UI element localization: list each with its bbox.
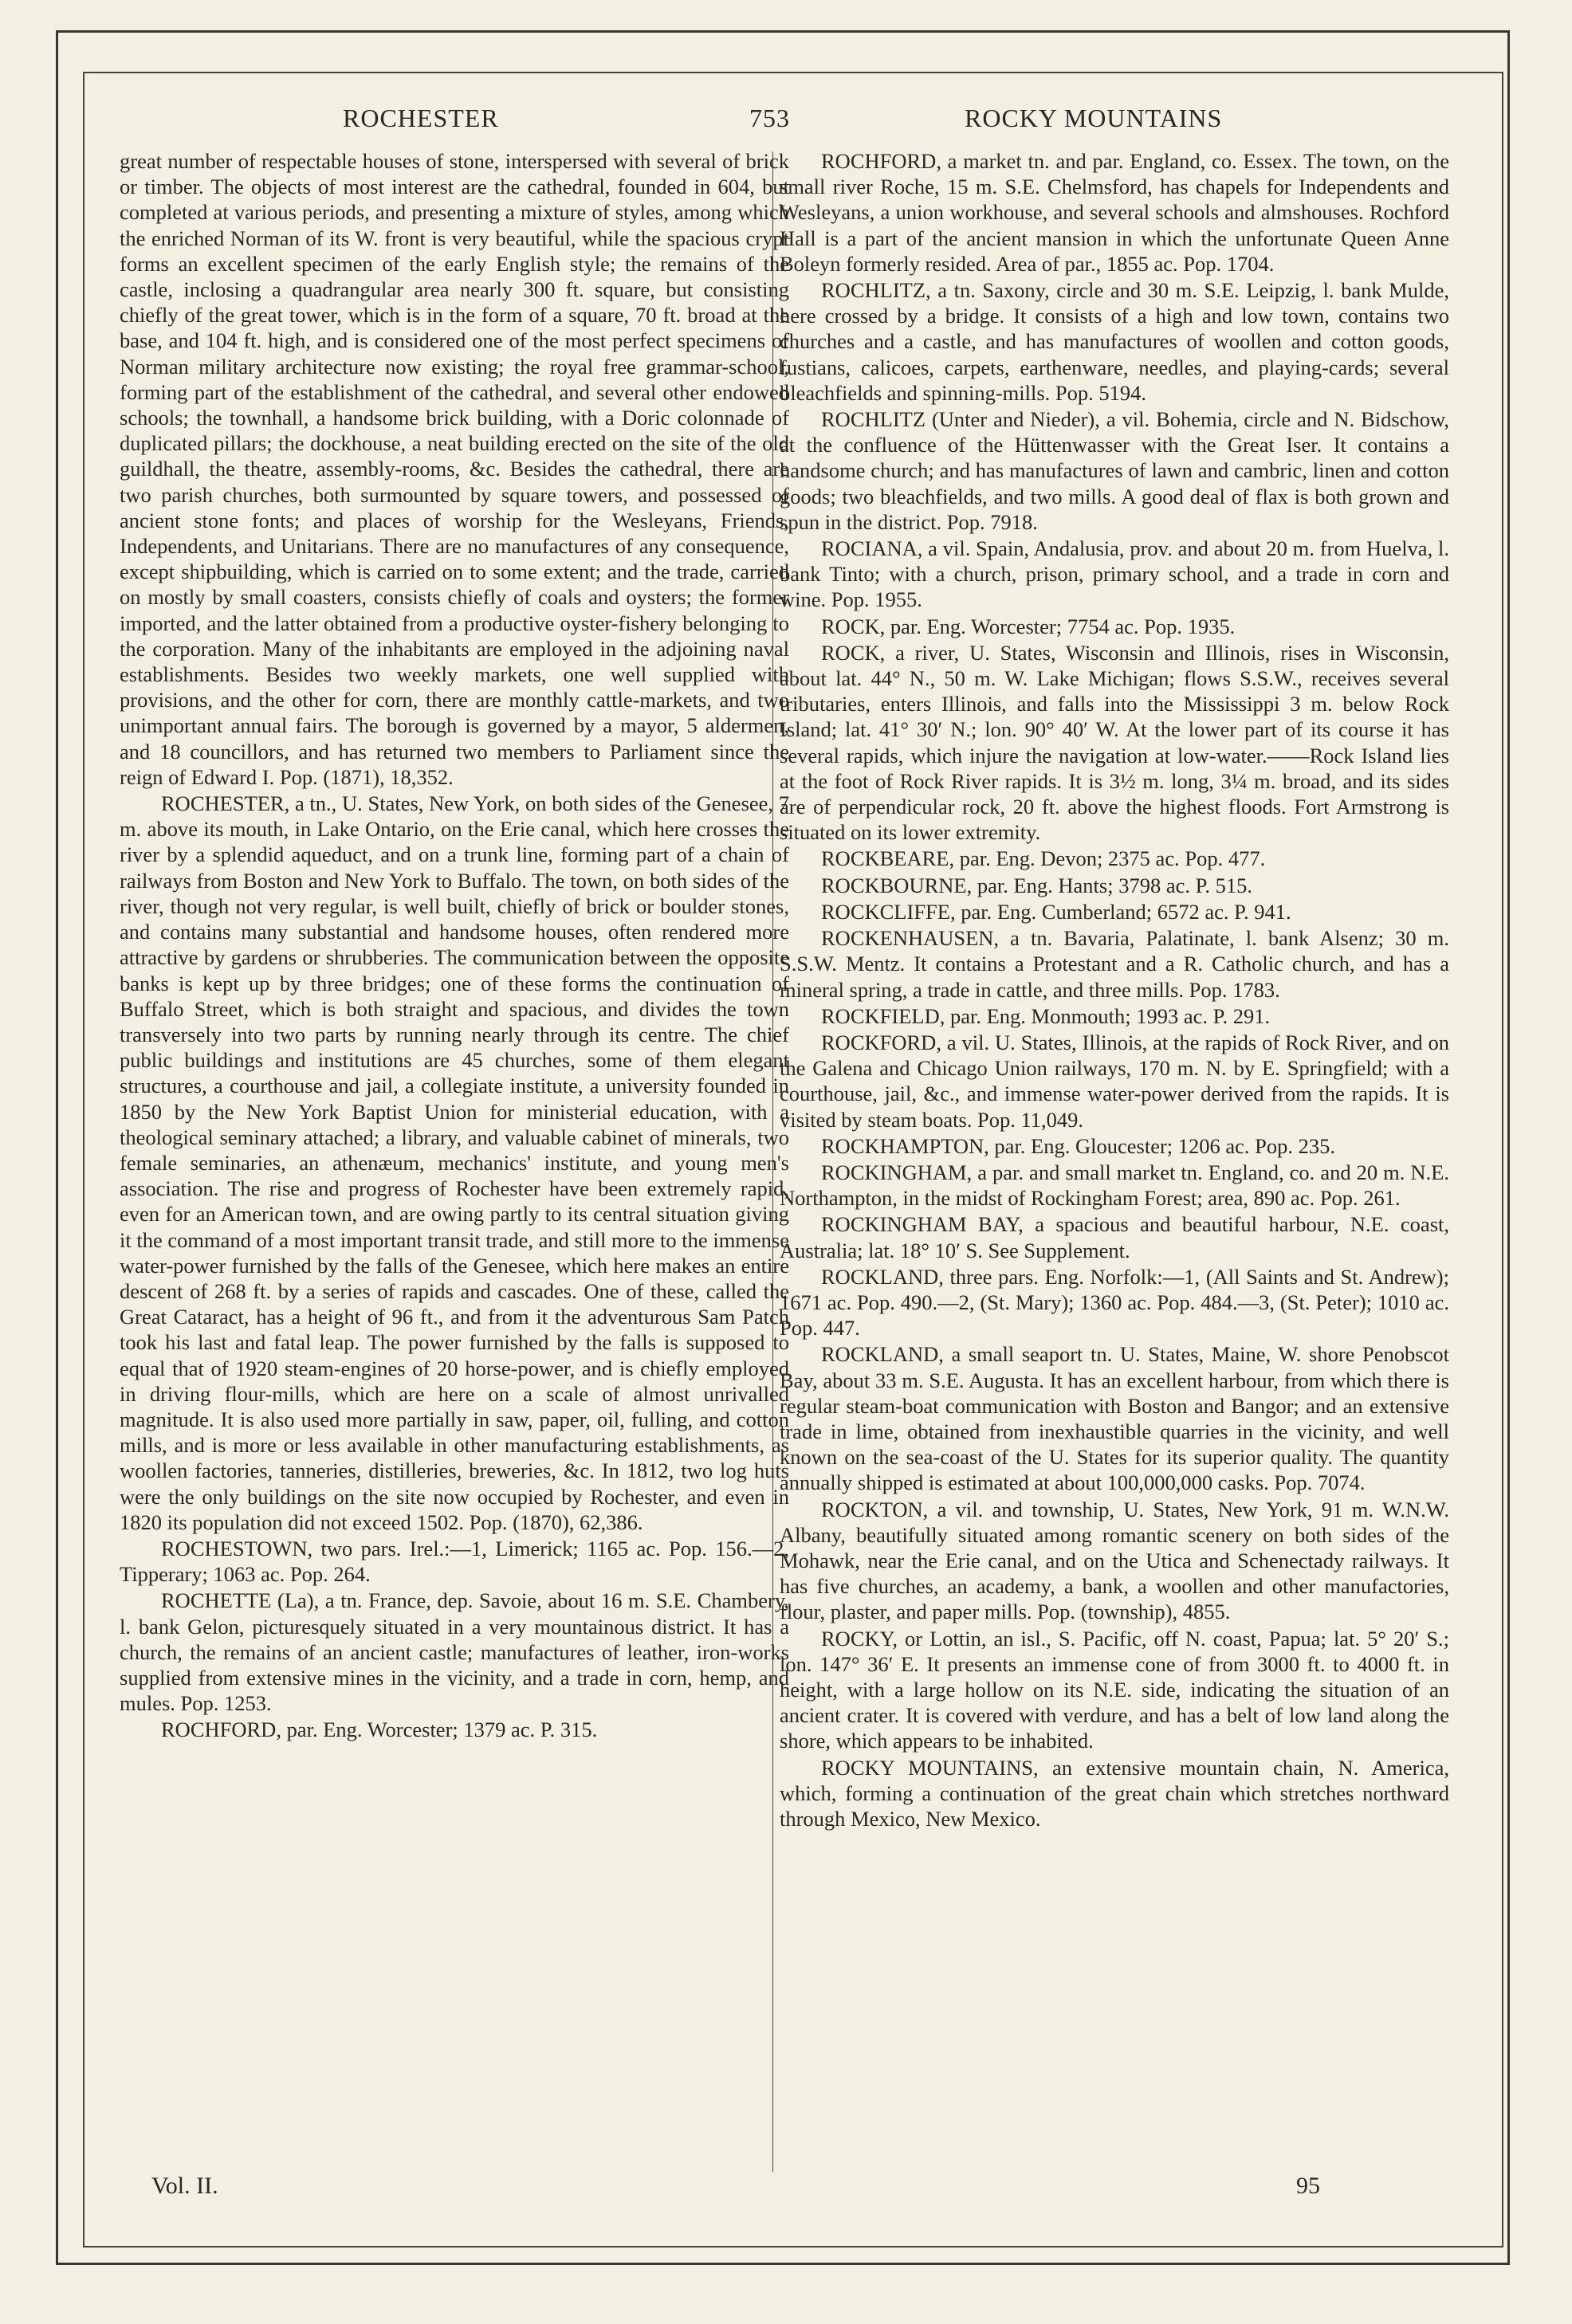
entry-rockfield: ROCKFIELD, par. Eng. Monmouth; 1993 ac. P. 291. xyxy=(821,1003,1271,1028)
entry-rockton: ROCKTON, a vil. and township, U. States, New York, 91 m. W.N.W. Albany, beautifully situated among romantic scenery on both sides of the Mohawk, near the Erie canal, and on the Utica and Schenectady railways. It has five churches, an academy, a bank, a woollen and other manufactories, flour, plaster, and paper mills. Pop. (township), 4855. xyxy=(780,1497,1449,1624)
entry-rockingham-bay: ROCKINGHAM BAY, a spacious and beautiful harbour, N.E. coast, Australia; lat. 18° 10′ S. See Supplement. xyxy=(780,1212,1449,1262)
entry-rocky-island: ROCKY, or Lottin, an isl., S. Pacific, off N. coast, Papua; lat. 5° 20′ S.; lon. 147° 36′ E. It presents an immense cone of from 3000 ft. to 4000 ft. in height, with a large hollow on its N.E. side, indicating the situation of an ancient crater. It is covered with verdure, and has a belt of low land along the shore, which appears to be inhabited. xyxy=(780,1626,1449,1753)
entry-rockland-norfolk: ROCKLAND, three pars. Eng. Norfolk:—1, (All Saints and St. Andrew); 1671 ac. Pop. 490.—2, (St. Mary); 1360 ac. Pop. 484.—3, (St. Peter); 1010 ac. Pop. 447. xyxy=(780,1264,1449,1341)
entry-rochester-new-york: ROCHESTER, a tn., U. States, New York, on both sides of the Genesee, 7 m. above its mouth, in Lake Ontario, on the Erie canal, which here crosses the river by a splendid aqueduct, and on a trunk line, forming part of a chain of railways from Boston and New York to Buffalo. The town, on both sides of the river, though not very regular, is well built, chiefly of brick or boulder stones, and contains many substantial and handsome houses, often rendered more attractive by gardens or shrubberies. The communication between the opposite banks is kept up by three bridges; one of these forms the continuation of Buffalo Street, which is both straight and spacious, and divides the town transversely into two parts by running nearly through its centre. The chief public buildings and institutions are 45 churches, some of them elegant structures, a courthouse and jail, a collegiate institute, a university founded in 1850 by the New York Baptist Union for ministerial education, with a theological seminary attached; a library, and valuable cabinet of minerals, two female seminaries, an athenæum, mechanics' institute, and young men's association. The rise and progress of Rochester have been extremely rapid, even for an American town, and are owing partly to its central situation giving it the command of a most important transit trade, and still more to the immense water-power furnished by the falls of the Genesee, which here makes an entire descent of 268 ft. by a series of rapids and cascades. One of these, called the Great Cataract, has a height of 96 ft., and from it the adventurous Sam Patch took his last and fatal leap. The power furnished by the falls is supposed to equal that of 1920 steam-engines of 20 horse-power, and is chiefly employed in driving flour-mills, which are here on a scale of almost unrivalled magnitude. It is also used more partially in saw, paper, oil, fulling, and cotton mills, and is more or less available in other manufacturing establishments, as woollen factories, tanneries, distilleries, breweries, &c. In 1812, two log huts were the only buildings on the site now occupied by Rochester, and even in 1820 its population did not exceed 1502. Pop. (1870), 62,386. xyxy=(120,791,789,1534)
volume-label: Vol. II. xyxy=(151,2173,218,2199)
entry-rock-river: ROCK, a river, U. States, Wisconsin and Illinois, rises in Wisconsin, about lat. 44° N., 50 m. W. Lake Michigan; flows S.S.W., receives several tributaries, enters Illinois, and falls into the Mississippi 3 m. below Rock Island; lat. 41° 30′ N.; lon. 90° 40′ W. At the lower part of its course it has several rapids, which injure the navigation at low-water.——Rock Island lies at the foot of Rock River rapids. It is 3½ m. long, 3¼ m. broad, and its sides are of perpendicular rock, 20 ft. above the highest floods. Fort Armstrong is situated on its lower extremity. xyxy=(780,640,1449,845)
entry-rochester-continued: great number of respectable houses of stone, interspersed with several of brick or timber. The objects of most interest are the cathedral, founded in 604, but completed at various periods, and presenting a mixture of styles, among which the enriched Norman of its W. front is very beautiful, while the spacious crypt forms an excellent specimen of the early English style; the remains of the castle, inclosing a quadrangular area nearly 300 ft. square, but consisting chiefly of the great tower, which is in the form of a square, 70 ft. broad at the base, and 104 ft. high, and is considered one of the most perfect specimens of Norman military architecture now existing; the royal free grammar-school, forming part of the establishment of the cathedral, and several other endowed schools; the townhall, a handsome brick building, with a Doric colonnade of duplicated pillars; the dockhouse, a neat building erected on the site of the old guildhall, the theatre, assembly-rooms, &c. Besides the cathedral, there are two parish churches, both surmounted by square towers, and possessed of ancient stone fonts; and places of worship for the Wesleyans, Friends, Independents, and Unitarians. There are no manufactures of any consequence, except shipbuilding, which is carried on to some extent; and the trade, carried on mostly by small coasters, consists chiefly of coals and oysters; the former imported, and the latter obtained from a productive oyster-fishery belonging to the corporation. Many of the inhabitants are employed in the adjoining naval establishments. Besides two weekly markets, one well supplied with provisions, and the other for corn, there are monthly cattle-markets, and two unimportant annual fairs. The borough is governed by a mayor, 5 aldermen, and 18 councillors, and has returned two members to Parliament since the reign of Edward I. Pop. (1871), 18,352. xyxy=(120,149,789,789)
entry-rochford-worcester: ROCHFORD, par. Eng. Worcester; 1379 ac. P. 315. xyxy=(161,1717,598,1742)
entry-rockbeare: ROCKBEARE, par. Eng. Devon; 2375 ac. Pop. 477. xyxy=(821,846,1266,871)
entry-rociana: ROCIANA, a vil. Spain, Andalusia, prov. and about 20 m. from Huelva, l. bank Tinto; with a church, prison, primary school, and a trade in corn and wine. Pop. 1955. xyxy=(780,536,1449,612)
left-column xyxy=(120,148,789,2173)
entry-rockford-illinois: ROCKFORD, a vil. U. States, Illinois, at the rapids of Rock River, and on the Galena and Chicago Union railways, 170 m. N. by E. Springfield; with a courthouse, jail, &c., and immense water-power derived from the rapids. It is visited by steam boats. Pop. 11,049. xyxy=(780,1030,1449,1132)
entry-rochford-essex: ROCHFORD, a market tn. and par. England, co. Essex. The town, on the small river Roche, 15 m. S.E. Chelmsford, has chapels for Independents and Wesleyans, a union workhouse, and several schools and almshouses. Rochford Hall is a part of the ancient mansion in which the unfortunate Queen Anne Boleyn formerly resided. Area of par., 1855 ac. Pop. 1704. xyxy=(780,149,1449,276)
header-right-title: ROCKY MOUNTAINS xyxy=(965,104,1223,132)
entry-rochlitz-saxony: ROCHLITZ, a tn. Saxony, circle and 30 m. S.E. Leipzig, l. bank Mulde, here crossed by a bridge. It consists of a high and low town, contains two churches and a castle, and has manufactures of woollen and cotton goods, fustians, calicoes, carpets, earthenware, needles, and playing-cards; several bleachfields and spinning-mills. Pop. 5194. xyxy=(780,278,1449,405)
entry-rockenhausen: ROCKENHAUSEN, a tn. Bavaria, Palatinate, l. bank Alsenz; 30 m. S.S.W. Mentz. It contains a Protestant and a R. Catholic church, and has a mineral spring, a trade in cattle, and three mills. Pop. 1783. xyxy=(780,926,1449,1002)
entry-rockbourne: ROCKBOURNE, par. Eng. Hants; 3798 ac. P. 515. xyxy=(821,873,1253,897)
entry-rocky-mountains: ROCKY MOUNTAINS, an extensive mountain chain, N. America, which, forming a continuation of the great chain which stretches northward through Mexico, New Mexico. xyxy=(780,1755,1449,1831)
entry-rockland-maine: ROCKLAND, a small seaport tn. U. States, Maine, W. shore Penobscot Bay, about 33 m. S.E. Augusta. It has an excellent harbour, from which there is regular steam-boat communication with Boston and Bangor; and an extensive trade in lime, obtained from inexhaustible quarries in the vicinity, and well known on the sea-coast of the U. States for its superior quality. The quantity annually shipped is estimated at about 100,000,000 casks. Pop. 7074. xyxy=(780,1342,1449,1495)
signature-mark: 95 xyxy=(1296,2173,1320,2199)
entry-rochlitz-bohemia: ROCHLITZ (Unter and Nieder), a vil. Bohemia, circle and N. Bidschow, at the confluence of the Hüttenwasser with the Great Iser. It contains a handsome church; and has manufactures of lawn and cambric, linen and cotton goods; two bleachfields, and two mills. A good deal of flax is both grown and spun in the district. Pop. 7918. xyxy=(780,407,1449,534)
running-header xyxy=(104,89,1427,134)
right-column xyxy=(780,148,1449,2173)
entry-rockcliffe: ROCKCLIFFE, par. Eng. Cumberland; 6572 ac. P. 941. xyxy=(821,899,1291,924)
header-left-title: ROCHESTER xyxy=(343,104,499,132)
entry-rockingham: ROCKINGHAM, a par. and small market tn. England, co. and 20 m. N.E. Northampton, in the midst of Rockingham Forest; area, 890 ac. Pop. 261. xyxy=(780,1160,1449,1211)
entry-rockhampton: ROCKHAMPTON, par. Eng. Gloucester; 1206 ac. Pop. 235. xyxy=(821,1133,1336,1158)
entry-rock-worcester: ROCK, par. Eng. Worcester; 7754 ac. Pop. 1935. xyxy=(821,614,1236,638)
page-number: 753 xyxy=(749,104,790,132)
entry-rochestown: ROCHESTOWN, two pars. Irel.:—1, Limerick; 1165 ac. Pop. 156.—2, Tipperary; 1063 ac. Pop. 264. xyxy=(120,1536,789,1587)
entry-rochette: ROCHETTE (La), a tn. France, dep. Savoie, about 16 m. S.E. Chambery, l. bank Gelon, picturesquely situated in a very mountainous district. It has a church, the remains of an ancient castle; manufactures of leather, iron-works supplied from extensive mines in the vicinity, and a trade in corn, hemp, and mules. Pop. 1253. xyxy=(120,1588,789,1716)
